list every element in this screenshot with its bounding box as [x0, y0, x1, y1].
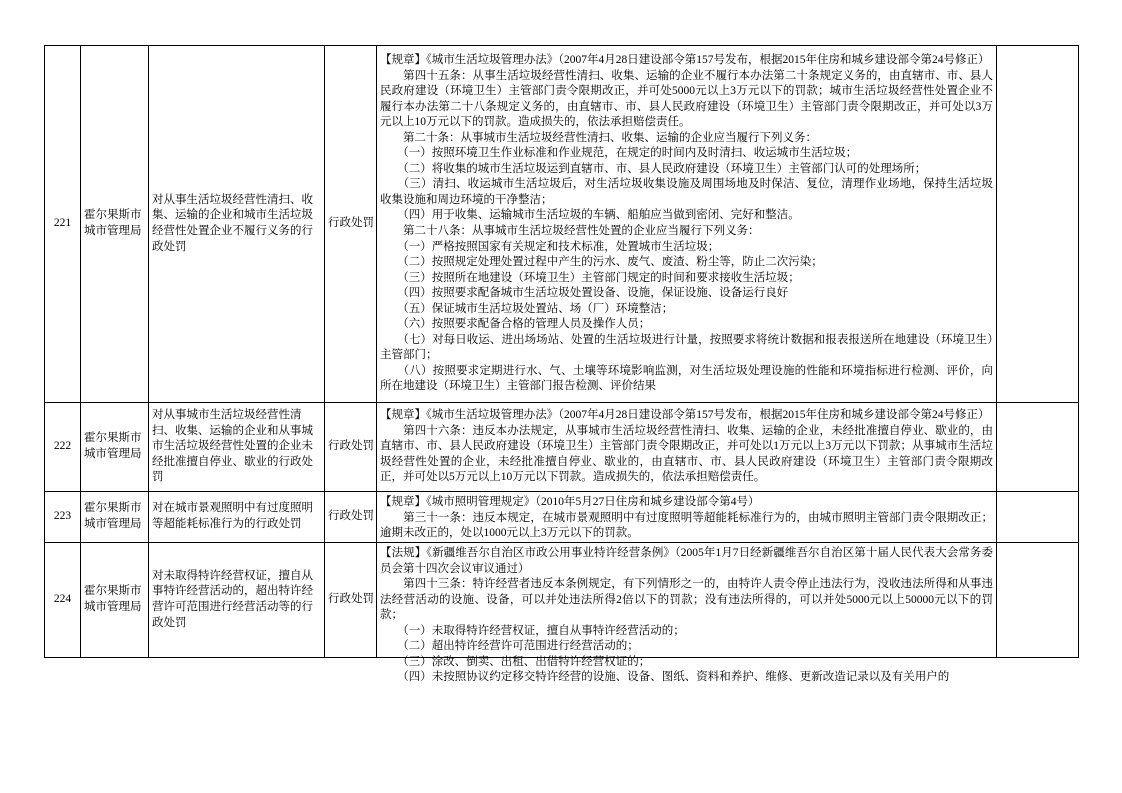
- row-type: 行政处罚: [325, 543, 377, 658]
- legal-basis-line: 第二十八条：从事城市生活垃圾经营性处置的企业应当履行下列义务：: [380, 225, 760, 237]
- table-body: [45, 46, 1079, 684]
- row-legal-basis: [377, 543, 997, 684]
- legal-basis-line: 第二十条：从事城市生活垃圾经营性清扫、收集、运输的企业应当履行下列义务：: [380, 131, 817, 144]
- row-remark: [997, 46, 1079, 403]
- row-item-name: 对在城市景观照明中有过度照明等超能耗标准行为的行政处罚: [149, 492, 325, 543]
- legal-basis-line: （四）用于收集、运输城市生活垃圾的车辆、船舶应当做到密闭、完好和整洁。: [380, 209, 800, 222]
- table-row: [45, 46, 1079, 403]
- legal-basis-line: 【规章】《城市生活垃圾管理办法》（2007年4月28日建设部令第157号发布，根据2015年住房和城乡建设部令第24号修正）: [380, 54, 990, 67]
- legal-basis-line: （三）按照所在地建设（环境卫生）主管部门规定的时间和要求接收生活垃圾；: [380, 271, 800, 284]
- regulation-table: [44, 45, 1079, 684]
- legal-basis-line: （一）按照环境卫生作业标准和作业规范，在规定的时间内及时清扫、收运城市生活垃圾；: [380, 147, 858, 160]
- legal-basis-line: （七）对每日收运、进出场场站、处置的生活垃圾进行计量，按照要求将统计数据和报表报送所在地建设（环境卫生）主管部门；: [380, 333, 993, 362]
- row-organization: 霍尔果斯市城市管理局: [81, 46, 149, 403]
- row-type: 行政处罚: [325, 46, 377, 403]
- legal-basis-line: （二）超出特许经营许可范围进行经营活动的；: [380, 640, 639, 653]
- row-type: 行政处罚: [325, 403, 377, 492]
- legal-basis-text: [380, 408, 993, 486]
- legal-basis-text: [380, 53, 993, 394]
- row-type: 行政处罚: [325, 492, 377, 543]
- row-number: 221: [45, 46, 81, 403]
- legal-basis-line: （一）未取得特许经营权证，擅自从事特许经营活动的；: [380, 624, 685, 637]
- legal-basis-text: [380, 495, 993, 539]
- legal-basis-line: （二）按照规定处理处置过程中产生的污水、废气、废渣、粉尘等，防止二次污染；: [380, 256, 823, 269]
- row-organization: 霍尔果斯市城市管理局: [81, 543, 149, 658]
- row-organization: 霍尔果斯市城市管理局: [81, 492, 149, 543]
- legal-basis-line: （六）按照要求配备合格的管理人员及操作人员；: [380, 318, 651, 331]
- table-row: [45, 543, 1079, 658]
- legal-basis-line: 第三十一条：违反本规定，在城市景观照明中有过度照明等超能耗标准行为的，由城市照明主管部门责令限期改正；逾期未改正的，处以1000元以上3万元以下的罚款。: [380, 511, 993, 540]
- row-legal-basis: [377, 492, 997, 543]
- row-number: 223: [45, 492, 81, 543]
- legal-basis-line: 第四十五条：从事生活垃圾经营性清扫、收集、运输的企业不履行本办法第二十条规定义务的，由直辖市、市、县人民政府建设（环境卫生）主管部门责令限期改正，并可处5000元以上3万元以下的罚款；城市生活垃圾经营性处置企业不履行本办法第二十八条规定义务的，由直辖市、市、县人民政府建设（环境卫生）主管部门责令限期改正，并可处以3万元以上10万元以下的罚款。造成损失的，依法承担赔偿责任。: [380, 69, 993, 129]
- row-legal-basis: [377, 46, 997, 403]
- legal-basis-line: （五）保证城市生活垃圾处置站、场（厂）环境整洁；: [380, 302, 674, 315]
- legal-basis-line: （八）按照要求定期进行水、气、土壤等环境影响监测，对生活垃圾处理设施的性能和环境指标进行检测、评价，向所在地建设（环境卫生）主管部门报告检测、评价结果: [380, 364, 993, 393]
- legal-basis-text: [380, 546, 993, 684]
- row-remark: [997, 492, 1079, 543]
- row-item-name: 对从事城市生活垃圾经营性清扫、收集、运输的企业和从事城市生活垃圾经营性处置的企业未经批准擅自停业、歇业的行政处罚: [149, 403, 325, 492]
- legal-basis-line: （一）严格按照国家有关规定和技术标准，处置城市生活垃圾；: [380, 240, 720, 253]
- legal-basis-line: （三）涂改、倒卖、出租、出借特许经营权证的；: [380, 655, 651, 668]
- row-number: 224: [45, 543, 81, 658]
- legal-basis-line: （二）将收集的城市生活垃圾运到直辖市、市、县人民政府建设（环境卫生）主管部门认可的处理场所；: [380, 162, 927, 175]
- legal-basis-line: 【规章】《城市生活垃圾管理办法》（2007年4月28日建设部令第157号发布，根据2015年住房和城乡建设部令第24号修正）: [380, 409, 990, 422]
- row-organization: 霍尔果斯市城市管理局: [81, 403, 149, 492]
- legal-basis-line: （三）清扫、收运城市生活垃圾后，对生活垃圾收集设施及周围场地及时保洁、复位，清理作业场地，保持生活垃圾收集设施和周边环境的干净整洁；: [380, 178, 993, 206]
- row-item-name: 对未取得特许经营权证，擅自从事特许经营活动的，超出特许经营许可范围进行经营活动等的行政处罚: [149, 543, 325, 658]
- legal-basis-line: 第四十三条：特许经营者违反本条例规定，有下列情形之一的，由特许人责令停止违法行为，没收违法所得和从事违法经营活动的设施、设备，可以并处违法所得2倍以下的罚款；没有违法所得的，可以并处5000元以上50000元以下的罚款；: [380, 578, 993, 622]
- row-remark: [997, 403, 1079, 492]
- legal-basis-line: （四）按照要求配备城市生活垃圾处置设备、设施，保证设施、设备运行良好: [380, 287, 789, 300]
- table-row: [45, 403, 1079, 492]
- row-legal-basis: [377, 403, 997, 492]
- table-row: [45, 492, 1079, 543]
- row-remark: [997, 543, 1079, 658]
- legal-basis-line: 【规章】《城市照明管理规定》（2010年5月27日住房和城乡建设部令第4号）: [380, 496, 760, 508]
- legal-basis-line: 第四十六条：违反本办法规定，从事城市生活垃圾经营性清扫、收集、运输的企业，未经批准擅自停业、歇业的，由直辖市、市、县人民政府建设（环境卫生）主管部门责令限期改正，并可处以1万元以上3万元以下罚款；从事城市生活垃圾经营性处置的企业，未经批准擅自停业、歇业的，由直辖市、市、县人民政府建设（环境卫生）主管部门责令限期改正，并可处以5万元以上10万元以下罚款。造成损失的，依法承担赔偿责任。: [380, 424, 993, 484]
- legal-basis-line: （四）未按照协议约定移交特许经营的设施、设备、图纸、资料和养护、维修、更新改造记录以及有关用户的: [380, 671, 950, 684]
- legal-basis-line: 【法规】《新疆维吾尔自治区市政公用事业特许经营条例》（2005年1月7日经新疆维吾尔自治区第十届人民代表大会常务委员会第十四次会议审议通过）: [380, 547, 993, 575]
- row-number: 222: [45, 403, 81, 492]
- row-item-name: 对从事生活垃圾经营性清扫、收集、运输的企业和城市生活垃圾经营性处置企业不履行义务的行政处罚: [149, 46, 325, 403]
